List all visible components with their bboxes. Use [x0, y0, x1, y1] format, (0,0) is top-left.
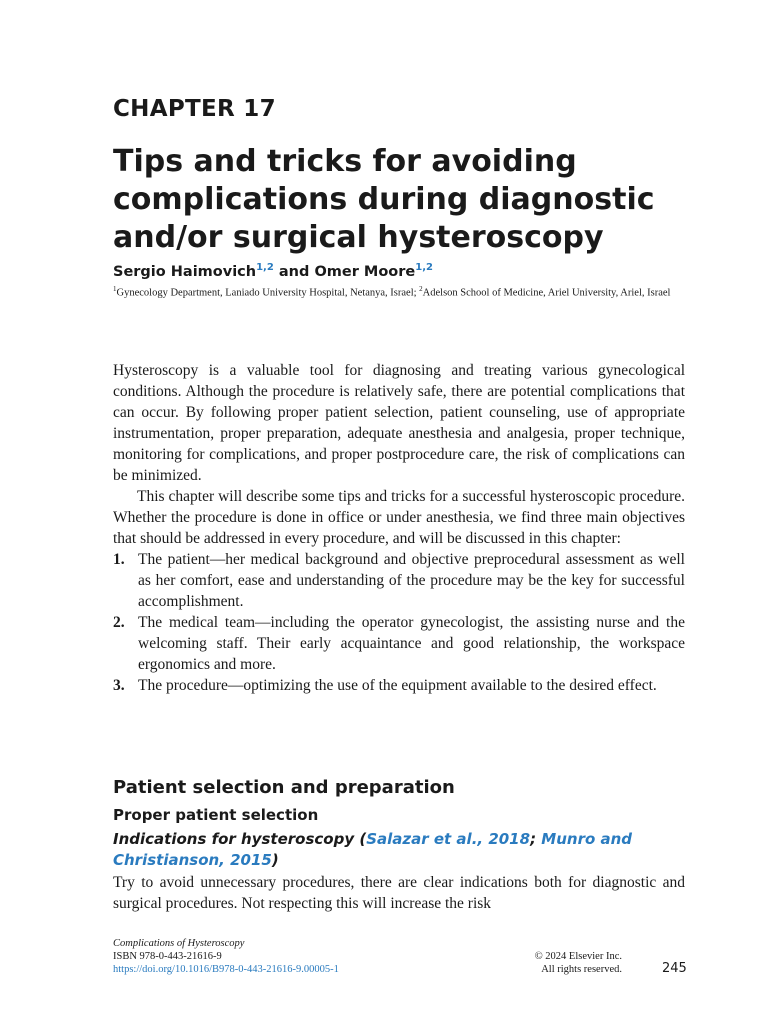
citation-link[interactable]: Salazar et al., 2018 [366, 830, 531, 848]
author-line [113, 262, 433, 280]
book-title: Complications of Hysteroscopy [113, 938, 245, 949]
list-number: 1. [113, 551, 125, 568]
list-text: The procedure—optimizing the use of the equipment available to the desired effect. [138, 677, 657, 694]
list-number: 2. [113, 614, 125, 631]
list-text: The medical team—including the operator gynecologist, the assisting nurse and the welcoming staff. Their early acquaintance and good relationship, the workspace ergonomics and more. [138, 614, 685, 673]
objectives-list [113, 549, 685, 696]
rights-text: All rights reserved. [541, 964, 622, 975]
citation-link[interactable]: Munro and Christianson, 2015 [113, 830, 633, 869]
chapter-title: Tips and tricks for avoiding complications during diagnostic and/or surgical hysteroscopy [113, 144, 655, 255]
chapter-label: CHAPTER 17 [113, 96, 276, 122]
body-text [113, 360, 685, 696]
heading-paren: ( [354, 830, 367, 848]
list-number: 3. [113, 677, 125, 694]
list-item [113, 675, 685, 696]
paragraph: This chapter will describe some tips and tricks for a successful hysteroscopic procedure. Whether the procedure is done in office or under anesthesia, we find three main objectives that should be addressed in every procedure, and will be discussed in this chapter: [113, 488, 685, 547]
citation-separator: ; [530, 830, 542, 848]
author-affiliation-marker: 1,2 [415, 262, 433, 273]
subsubsection-heading [113, 829, 673, 871]
paragraph: Try to avoid unnecessary procedures, there are clear indications both for diagnostic and surgical procedures. Not respecting this will increase the risk [113, 874, 685, 912]
footer-copyright [500, 950, 622, 976]
heading-text: Indications for hysteroscopy [113, 830, 355, 848]
section-heading: Patient selection and preparation [113, 777, 455, 798]
isbn: ISBN 978-0-443-21616-9 [113, 951, 222, 962]
affiliation-text: Adelson School of Medicine, Ariel University, Ariel, Israel [422, 287, 671, 299]
doi-link[interactable]: https://doi.org/10.1016/B978-0-443-21616-9.00005-1 [113, 964, 339, 975]
footer-book-info [113, 937, 339, 976]
affiliation-marker: 2 [419, 285, 423, 293]
list-text: The patient—her medical background and objective preprocedural assessment as well as her comfort, ease and understanding of the procedure may be the key for successful accomplishment. [138, 551, 685, 610]
author-affiliation-marker: 1,2 [256, 262, 274, 273]
heading-paren: ) [271, 851, 279, 869]
author-connector: and [278, 263, 310, 280]
subsection-heading: Proper patient selection [113, 806, 319, 824]
paragraph: Hysteroscopy is a valuable tool for diagnosing and treating various gynecological conditions. Although the procedure is relatively safe, there are potential complications that can occur. By following proper patient selection, patient counseling, use of appropriate instrumentation, proper preparation, adequate anesthesia and analgesia, proper technique, monitoring for complications, and proper postprocedure care, the risk of complications can be minimized. [113, 362, 685, 484]
affiliation-marker: 1 [113, 285, 117, 293]
copyright-text: © 2024 Elsevier Inc. [534, 951, 622, 962]
author-name: Omer Moore [314, 263, 416, 280]
list-item [113, 612, 685, 675]
author-name: Sergio Haimovich [113, 263, 257, 280]
page-number: 245 [662, 961, 687, 976]
list-item [113, 549, 685, 612]
affiliations [113, 282, 673, 301]
affiliation-text: Gynecology Department, Laniado University Hospital, Netanya, Israel; [116, 287, 417, 299]
